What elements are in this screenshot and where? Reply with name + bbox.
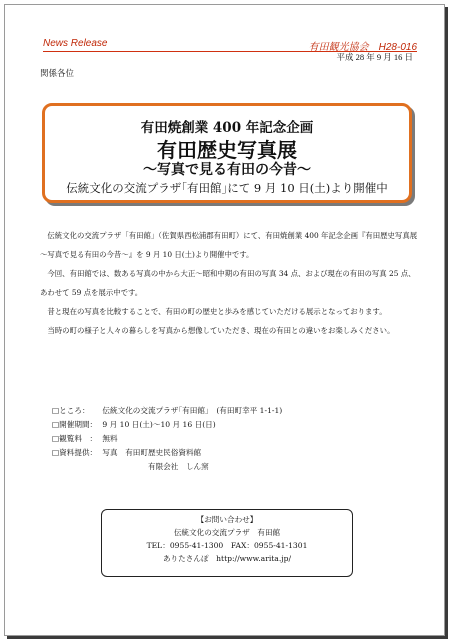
contact-box (101, 509, 353, 577)
header-right-label: 有田観光協会 H28-016 (308, 42, 417, 53)
detail-label: □開催期間： (52, 420, 98, 429)
detail-value: 無料 (102, 434, 118, 443)
detail-source (52, 446, 412, 460)
detail-label: □ところ： (52, 406, 90, 415)
title-venue-line: 伝統文化の交流プラザ｢有田館｣にて 9 月 10 日(土)より開催中 (66, 181, 388, 195)
detail-place (52, 404, 412, 418)
detail-value: 写真 有田町歴史民俗資料館 (102, 448, 202, 457)
title-subtitle: ～写真で見る有田の今昔～ (143, 162, 311, 178)
contact-phone: TEL：0955-41-1300 FAX：0955-41-1301 (146, 541, 308, 550)
body-paragraph-2: 今回、有田館では、数ある写真の中から大正～昭和中期の有田の写真 34 点、および現在の有田の写真 25 点、あわせて 59 点を展示中です。 (40, 269, 416, 297)
title-box (42, 103, 412, 203)
news-release-header (43, 38, 417, 52)
contact-heading: 【お問い合わせ】 (196, 515, 258, 524)
title-line-1: 有田焼創業 400 年記念企画 (140, 120, 314, 136)
detail-fee (52, 432, 412, 446)
detail-value: 有限会社 しん窯 (148, 462, 209, 471)
body-paragraph-4: 当時の町の様子と人々の暮らしを写真から想像していただき、現在の有田との違いをお楽しみください。 (47, 326, 395, 335)
contact-web[interactable]: ありたさんぽ http://www.arita.jp/ (162, 554, 292, 563)
event-details (52, 404, 412, 474)
detail-source-2 (52, 460, 412, 474)
body-text (40, 226, 420, 340)
release-date: 平成 28 年 9 月 16 日 (336, 52, 413, 62)
detail-value: 9 月 10 日(土)～10 月 16 日(日) (102, 420, 216, 429)
header-left-label: News Release (43, 38, 108, 49)
contact-org: 伝統文化の交流プラザ 有田館 (173, 528, 281, 537)
detail-value: 伝統文化の交流プラザ｢有田館｣ (有田町幸平 1-1-1) (102, 406, 283, 415)
detail-period (52, 418, 412, 432)
detail-label: □資料提供： (52, 448, 98, 457)
body-paragraph-3: 昔と現在の写真を比較することで、有田の町の歴史と歩みを感じていただける展示となっております。 (47, 307, 387, 316)
body-paragraph-1: 伝統文化の交流プラザ「有田館」（佐賀県西松浦郡有田町）にて、有田焼創業 400 年記念企画『有田歴史写真展～写真で見る有田の今昔～』を 9 月 10 日(土)より開催中です。 (40, 231, 418, 259)
detail-label: □観覧料 ： (52, 434, 98, 443)
title-main: 有田歴史写真展 (157, 138, 297, 162)
recipient-line: 関係各位 (40, 68, 75, 78)
